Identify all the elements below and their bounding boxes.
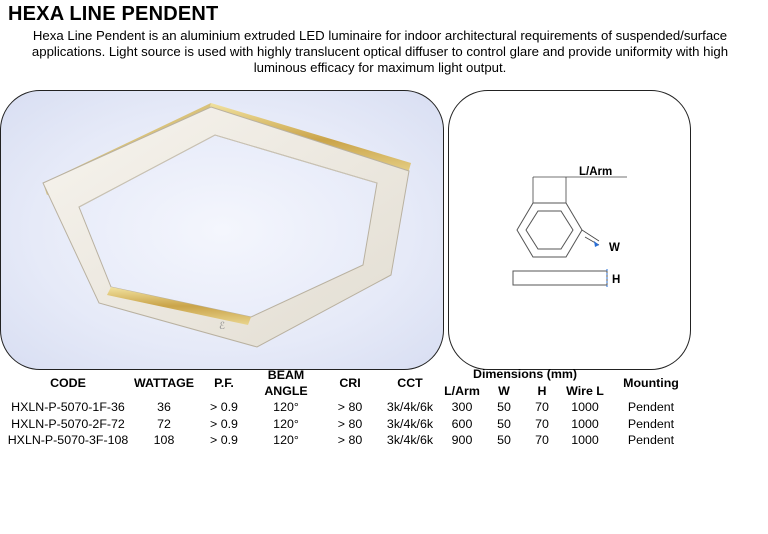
cell-code: HXLN-P-5070-2F-72	[11, 416, 125, 431]
cell-beam: 120°	[273, 400, 299, 415]
table-row	[4, 432, 692, 449]
header-code: CODE	[50, 375, 86, 390]
cell-wattage: 36	[157, 400, 171, 415]
header-cri: CRI	[339, 375, 361, 390]
cell-larm: 900	[451, 433, 473, 448]
cell-h: 70	[535, 416, 549, 431]
cell-beam: 120°	[273, 433, 299, 448]
dimension-drawing	[449, 91, 691, 370]
height-dimension-label: H	[612, 274, 621, 286]
cell-cri: > 80	[337, 433, 363, 448]
header-dimensions: Dimensions (mm)	[473, 367, 577, 381]
cell-wire: 1000	[571, 416, 599, 431]
hexagon-luminaire-image	[1, 91, 444, 370]
header-cct: CCT	[397, 375, 423, 390]
cell-cct: 3k/4k/6k	[386, 416, 434, 431]
cell-pf: > 0.9	[210, 400, 238, 415]
header-w: W	[498, 383, 510, 398]
cell-w: 50	[497, 433, 511, 448]
cell-mounting: Pendent	[627, 416, 675, 431]
cell-mounting: Pendent	[627, 400, 675, 415]
specification-table	[4, 366, 692, 449]
cell-pf: > 0.9	[210, 416, 238, 431]
header-h: H	[537, 383, 547, 398]
product-description: Hexa Line Pendent is an aluminium extruded LED luminaire for indoor architectural requirements of suspended/surface applications. Light source is used with highly translucent optical diffuser to control glare and provide uniformity with high luminous efficacy for maximum light output.	[31, 28, 729, 75]
header-wattage: WATTAGE	[133, 375, 195, 390]
cell-pf: > 0.9	[210, 433, 238, 448]
cell-larm: 600	[451, 416, 473, 431]
cell-beam: 120°	[273, 416, 299, 431]
width-dimension-label: W	[609, 242, 620, 254]
header-wire-l: Wire L	[566, 383, 604, 398]
cell-h: 70	[535, 400, 549, 415]
table-row	[4, 399, 692, 416]
cell-larm: 300	[451, 400, 473, 415]
cell-code: HXLN-P-5070-3F-108	[7, 433, 129, 448]
table-header-row	[4, 366, 692, 382]
table-row	[4, 416, 692, 433]
cell-w: 50	[497, 416, 511, 431]
cell-mounting: Pendent	[627, 433, 675, 448]
cell-cri: > 80	[337, 400, 363, 415]
cell-wire: 1000	[571, 400, 599, 415]
cell-code: HXLN-P-5070-1F-36	[11, 400, 125, 415]
cell-cct: 3k/4k/6k	[386, 400, 434, 415]
cell-wattage: 108	[153, 433, 175, 448]
cell-w: 50	[497, 400, 511, 415]
cell-cct: 3k/4k/6k	[386, 433, 434, 448]
arm-dimension-label: L/Arm	[579, 166, 613, 178]
product-title: HEXA LINE PENDENT	[8, 3, 219, 25]
header-beam-line1: BEAM	[267, 367, 305, 382]
cell-wattage: 72	[157, 416, 171, 431]
cell-cri: > 80	[337, 416, 363, 431]
technical-drawing-panel	[448, 90, 691, 370]
header-larm: L/Arm	[444, 383, 480, 398]
cell-h: 70	[535, 433, 549, 448]
header-beam-angle	[252, 366, 320, 399]
product-photo-panel	[0, 90, 444, 370]
header-beam-line2: ANGLE	[264, 383, 308, 398]
cell-wire: 1000	[571, 433, 599, 448]
header-pf: P.F.	[214, 375, 234, 390]
svg-text:ℰ: ℰ	[219, 321, 226, 332]
header-mounting: Mounting	[623, 375, 679, 390]
